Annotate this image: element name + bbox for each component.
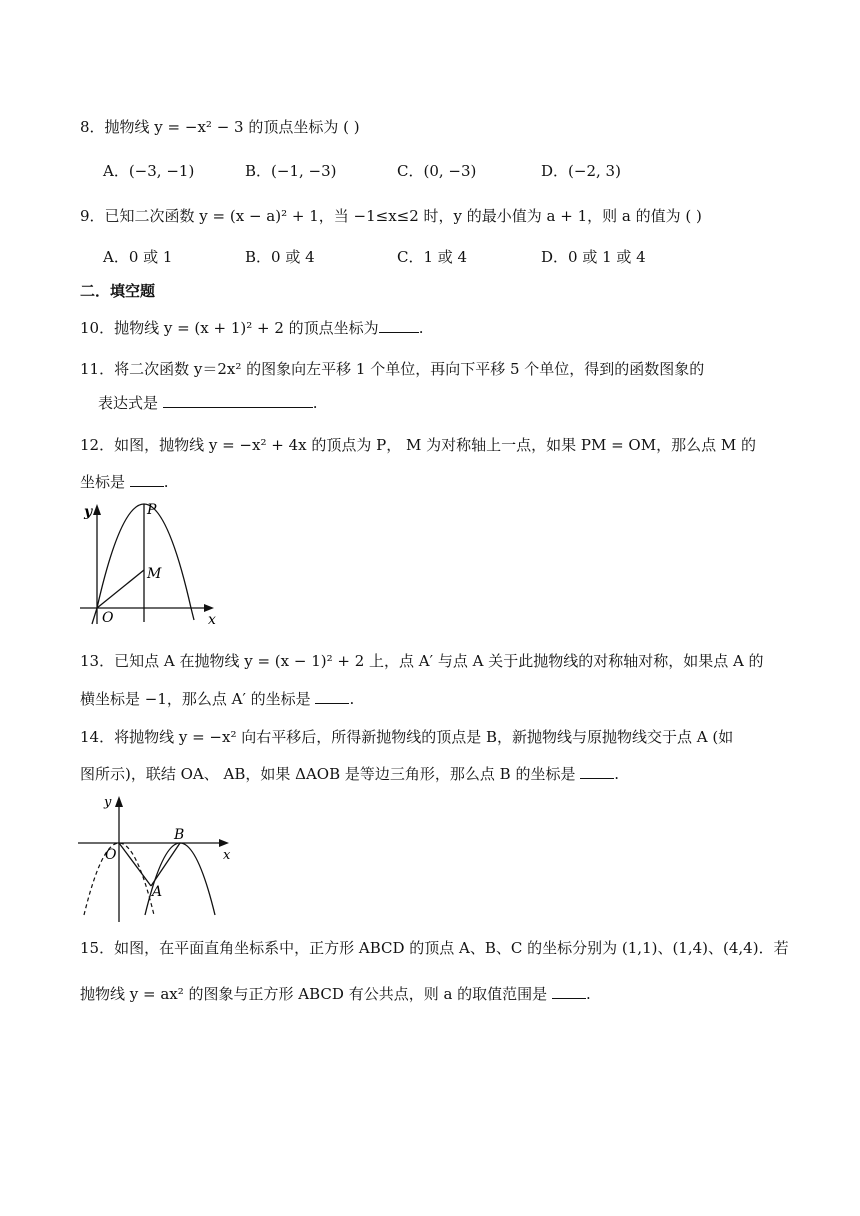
q10-line: 10．抛物线 y = (x + 1)² + 2 的顶点坐标为 . bbox=[80, 319, 424, 337]
q15-line2: 抛物线 y = ax² 的图象与正方形 ABCD 有公共点，则 a 的取值范围是 . bbox=[80, 985, 591, 1003]
x-label: x bbox=[223, 848, 231, 863]
q12-text: 坐标是 bbox=[80, 473, 126, 491]
section-heading-fill-in: 二．填空题 bbox=[80, 282, 156, 300]
q9-option-c: C．1 或 4 bbox=[397, 248, 468, 266]
x-label: x bbox=[208, 612, 216, 628]
q10-text: 10．抛物线 y = (x + 1)² + 2 的顶点坐标为 bbox=[80, 319, 379, 337]
y-axis-arrow-icon bbox=[115, 796, 123, 807]
q12-figure bbox=[72, 498, 222, 628]
q9-option-b: B．0 或 4 bbox=[245, 248, 315, 266]
point-b-label: B bbox=[174, 827, 185, 843]
y-axis-arrow-icon bbox=[93, 504, 101, 515]
q15-text: 抛物线 y = ax² 的图象与正方形 ABCD 有公共点，则 a 的取值范围是 bbox=[80, 985, 548, 1003]
q9-option-a: A．0 或 1 bbox=[103, 248, 173, 266]
q15-answer-blank[interactable] bbox=[552, 984, 586, 999]
segment-ab bbox=[151, 843, 180, 886]
q8-option-a: A．(−3, −1) bbox=[103, 162, 195, 180]
q10-answer-blank[interactable] bbox=[379, 318, 419, 333]
q8-option-b: B．(−1, −3) bbox=[245, 162, 337, 180]
q11-text: 表达式是 bbox=[98, 394, 159, 412]
q11-answer-blank[interactable] bbox=[163, 393, 313, 408]
parabola-curve bbox=[97, 504, 194, 620]
q14-line1: 14．将抛物线 y = −x² 向右平移后，所得新抛物线的顶点是 B，新抛物线与原抛物线交于点 A (如 bbox=[80, 728, 734, 746]
q11-line2: 表达式是 . bbox=[98, 394, 318, 412]
q14-text: 图所示)，联结 OA、 AB，如果 ΔAOB 是等边三角形，那么点 B 的坐标是 bbox=[80, 765, 576, 783]
q13-answer-blank[interactable] bbox=[315, 689, 349, 704]
y-label: y bbox=[104, 795, 112, 810]
q14-answer-blank[interactable] bbox=[580, 764, 614, 779]
q13-line1: 13．已知点 A 在抛物线 y = (x − 1)² + 2 上，点 A′ 与点 A 关于此抛物线的对称轴对称，如果点 A 的 bbox=[80, 652, 764, 670]
segment-oa bbox=[119, 843, 151, 886]
segment-om bbox=[97, 570, 144, 608]
origin-label: O bbox=[105, 847, 117, 863]
q13-line2: 横坐标是 −1，那么点 A′ 的坐标是 . bbox=[80, 690, 355, 708]
q14-figure bbox=[72, 790, 242, 925]
q8-text: 8．抛物线 y = −x² − 3 的顶点坐标为 ( ) bbox=[80, 118, 360, 136]
point-p-label: P bbox=[147, 502, 157, 518]
q12-line2: 坐标是 . bbox=[80, 473, 169, 491]
point-m-label: M bbox=[147, 566, 162, 582]
x-axis-arrow-icon bbox=[204, 604, 214, 612]
x-axis-arrow-icon bbox=[219, 839, 229, 847]
origin-label: O bbox=[102, 610, 114, 626]
q9-option-d: D．0 或 1 或 4 bbox=[541, 248, 646, 266]
point-a-label: A bbox=[152, 884, 163, 900]
q8-option-c: C．(0, −3) bbox=[397, 162, 477, 180]
q8-option-d: D．(−2, 3) bbox=[541, 162, 621, 180]
q12-line1: 12．如图，抛物线 y = −x² + 4x 的顶点为 P， M 为对称轴上一点，如果 PM = OM，那么点 M 的 bbox=[80, 436, 756, 454]
q14-line2: 图所示)，联结 OA、 AB，如果 ΔAOB 是等边三角形，那么点 B 的坐标是 . bbox=[80, 765, 620, 783]
q11-line1: 11．将二次函数 y＝2x² 的图象向左平移 1 个单位，再向下平移 5 个单位，得到的函数图象的 bbox=[80, 360, 705, 378]
q9-text: 9．已知二次函数 y = (x − a)² + 1，当 −1≤x≤2 时，y 的最小值为 a + 1，则 a 的值为 ( ) bbox=[80, 207, 702, 225]
q15-line1: 15．如图，在平面直角坐标系中，正方形 ABCD 的顶点 A、B、C 的坐标分别为 (1,1)、(1,4)、(4,4)．若 bbox=[80, 939, 789, 957]
q12-answer-blank[interactable] bbox=[130, 472, 164, 487]
y-label: y bbox=[84, 504, 93, 520]
q13-text: 横坐标是 −1，那么点 A′ 的坐标是 bbox=[80, 690, 311, 708]
